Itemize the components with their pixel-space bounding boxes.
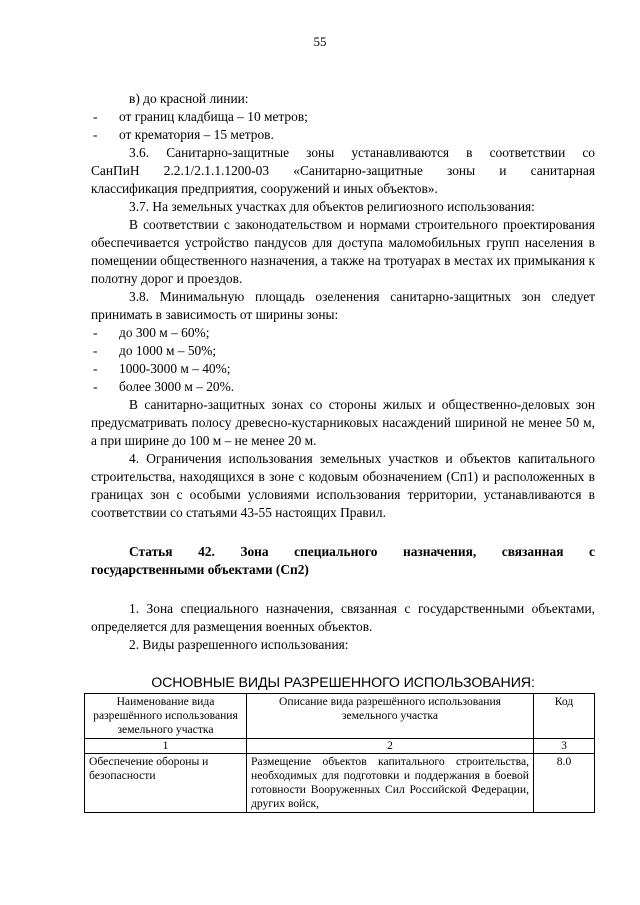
paragraph-3-6-line1: 3.6. Санитарно-защитные зоны устанавливаются в соответствии со (129, 145, 595, 160)
column-number: 2 (247, 739, 534, 754)
table-header-row (85, 694, 595, 739)
column-header-code: Код (534, 694, 595, 739)
page-number: 55 (313, 34, 327, 49)
article-point-2: 2. Виды разрешенного использования: (129, 637, 349, 652)
article-point-1: 1. Зона специального назначения, связанная с государственными объектами, определяется для размещения военных объектов. (91, 601, 595, 634)
list-item: - от крематория – 15 метров. (93, 127, 274, 142)
paragraph-3-6-line3: классификация предприятия, сооружений и иных объектов». (91, 181, 438, 196)
paragraph-3-7: 3.7. На земельных участках для объектов религиозного использования: (129, 199, 535, 214)
paragraph-3-7-text: В соответствии с законодательством и нормами строительного проектирования обеспечивается устройство пандусов для доступа маломобильных групп населения в помещении общественного назначения, а также на тротуарах в местах их примыкания к полотну дорог и проездов. (91, 217, 595, 286)
column-header-name: Наименование вида разрешённого использования земельного участка (85, 694, 247, 739)
list-item: - до 300 м – 60%; (93, 325, 210, 340)
section-title: ОСНОВНЫЕ ВИДЫ РАЗРЕШЕННОГО ИСПОЛЬЗОВАНИЯ: (151, 675, 535, 691)
cell-usage-code: 8.0 (534, 754, 595, 813)
paragraph-item-v: в) до красной линии: (129, 91, 249, 106)
table-number-row (85, 739, 595, 754)
cell-usage-description: Размещение объектов капитального строительства, необходимых для подготовки и поддержания в боевой готовности Вооруженных Сил Российской Федерации, других войск, (247, 754, 534, 813)
list-item: - до 1000 м – 50%; (93, 343, 217, 358)
paragraph-4: 4. Ограничения использования земельных участков и объектов капитального строительства, находящихся в зоне с кодовым обозначением (Сп1) и расположенных в границах зон с особыми условиями использования территории, устанавливаются в соответствии со статьями 43-55 настоящих Правил. (91, 451, 595, 520)
column-number: 1 (85, 739, 247, 754)
usage-table (84, 693, 595, 813)
column-number: 3 (534, 739, 595, 754)
table-row (85, 754, 595, 813)
cell-usage-name: Обеспечение обороны и безопасности (85, 754, 247, 813)
paragraph-3-6-line2: СанПиН 2.2.1/2.1.1.1200-03 «Санитарно-защитные зоны и санитарная (91, 163, 595, 178)
paragraph-3-8: 3.8. Минимальную площадь озеленения санитарно-защитных зон следует принимать в зависимость от ширины зоны: (91, 289, 595, 322)
column-header-description: Описание вида разрешённого использования земельного участка (247, 694, 534, 739)
list-item: - 1000-3000 м – 40%; (93, 361, 231, 376)
paragraph-3-8-text: В санитарно-защитных зонах со стороны жилых и общественно-деловых зон предусматривать полосу древесно-кустарниковых насаждений шириной не менее 50 м, а при ширине до 100 м – не менее 20 м. (91, 397, 595, 448)
list-item: - от границ кладбища – 10 метров; (93, 109, 308, 124)
document-body (91, 90, 595, 654)
list-item: - более 3000 м – 20%. (93, 379, 235, 394)
article-title-line1: Статья 42. Зона специального назначения, связанная с (129, 544, 595, 559)
article-title-line2: государственными объектами (Сп2) (91, 562, 309, 577)
